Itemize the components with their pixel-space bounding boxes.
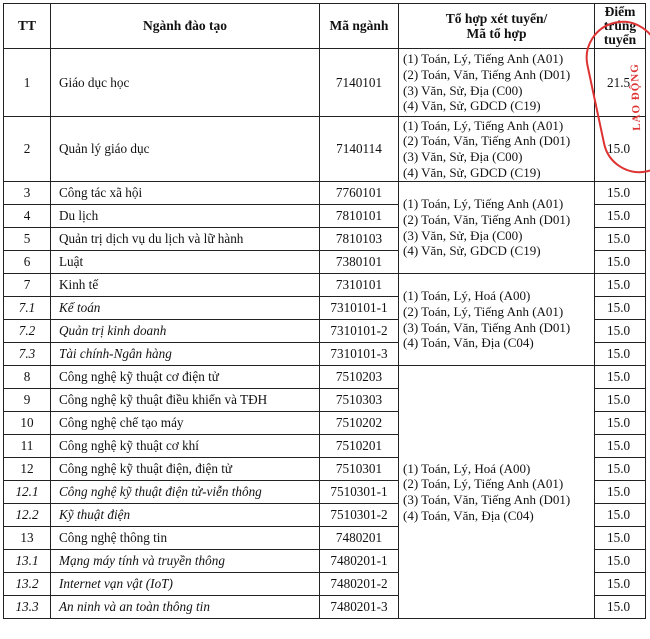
combination-line: (2) Toán, Lý, Tiếng Anh (A01)	[403, 303, 564, 319]
row-major-code: 7810103	[320, 228, 399, 251]
row-major-name: Luật	[51, 251, 320, 274]
row-tt: 7.1	[4, 297, 51, 320]
row-score: 15.0	[595, 205, 646, 228]
row-tt: 9	[4, 389, 51, 412]
combination-line: (4) Văn, Sử, GDCD (C19)	[403, 164, 541, 180]
row-major-code: 7510202	[320, 412, 399, 435]
row-tt: 3	[4, 182, 51, 205]
row-score: 15.0	[595, 389, 646, 412]
row-major-code: 7310101	[320, 274, 399, 297]
combination-line: (2) Toán, Lý, Tiếng Anh (A01)	[403, 476, 564, 492]
row-combination	[399, 366, 595, 619]
row-major-name: Công nghệ kỹ thuật điện tử-viễn thông	[51, 481, 320, 504]
row-major-name: Mạng máy tính và truyền thông	[51, 550, 320, 573]
row-major-name: Kỹ thuật điện	[51, 504, 320, 527]
row-score: 15.0	[595, 343, 646, 366]
combination-line: (2) Toán, Văn, Tiếng Anh (D01)	[403, 133, 571, 149]
row-tt: 13.3	[4, 596, 51, 619]
combination-line: (1) Toán, Lý, Tiếng Anh (A01)	[403, 117, 564, 133]
row-tt: 7	[4, 274, 51, 297]
row-major-name: An ninh và an toàn thông tin	[51, 596, 320, 619]
table-row	[4, 182, 646, 205]
row-score: 15.0	[595, 550, 646, 573]
combination-line: (3) Toán, Văn, Tiếng Anh (D01)	[403, 319, 571, 335]
row-score: 15.0	[595, 274, 646, 297]
row-major-code: 7140114	[320, 117, 399, 182]
col-header-tt: TT	[4, 4, 51, 49]
row-major-code: 7510301	[320, 458, 399, 481]
row-tt: 7.2	[4, 320, 51, 343]
row-major-name: Công nghệ kỹ thuật điện, điện tử	[51, 458, 320, 481]
row-major-code: 7480201-2	[320, 573, 399, 596]
combination-line: (4) Toán, Văn, Địa (C04)	[403, 507, 534, 523]
row-major-code: 7810101	[320, 205, 399, 228]
combination-line: (1) Toán, Lý, Hoá (A00)	[403, 460, 531, 476]
row-combination	[399, 49, 595, 117]
row-score: 15.0	[595, 412, 646, 435]
row-score: 15.0	[595, 458, 646, 481]
row-major-code: 7510201	[320, 435, 399, 458]
col-header-combination	[399, 4, 595, 49]
row-major-code: 7310101-1	[320, 297, 399, 320]
row-tt: 12.2	[4, 504, 51, 527]
combination-line: (3) Toán, Văn, Tiếng Anh (D01)	[403, 492, 571, 507]
row-score: 15.0	[595, 182, 646, 205]
row-tt: 13.2	[4, 573, 51, 596]
row-tt: 13.1	[4, 550, 51, 573]
row-score: 15.0	[595, 117, 646, 182]
row-score: 15.0	[595, 435, 646, 458]
row-score: 15.0	[595, 504, 646, 527]
row-tt: 7.3	[4, 343, 51, 366]
row-score: 15.0	[595, 228, 646, 251]
row-score: 15.0	[595, 481, 646, 504]
row-major-name: Kế toán	[51, 297, 320, 320]
row-major-code: 7510303	[320, 389, 399, 412]
row-score: 15.0	[595, 251, 646, 274]
row-score: 21.5	[595, 49, 646, 117]
row-major-name: Công nghệ chế tạo máy	[51, 412, 320, 435]
row-score: 15.0	[595, 320, 646, 343]
row-major-code: 7480201-3	[320, 596, 399, 619]
combination-line: (4) Văn, Sử, GDCD (C19)	[403, 98, 541, 114]
row-major-code: 7510301-2	[320, 504, 399, 527]
combination-line: (2) Toán, Văn, Tiếng Anh (D01)	[403, 211, 571, 227]
row-tt: 4	[4, 205, 51, 228]
row-major-code: 7380101	[320, 251, 399, 274]
table-row	[4, 366, 646, 389]
row-major-name: Tài chính-Ngân hàng	[51, 343, 320, 366]
combination-line: (2) Toán, Văn, Tiếng Anh (D01)	[403, 66, 571, 82]
admission-score-table	[3, 3, 646, 619]
row-major-code: 7480201	[320, 527, 399, 550]
row-tt: 12.1	[4, 481, 51, 504]
table-row	[4, 274, 646, 297]
row-combination	[399, 274, 595, 366]
row-major-code: 7140101	[320, 49, 399, 117]
row-major-name: Quản trị kinh doanh	[51, 320, 320, 343]
row-major-name: Kinh tế	[51, 274, 320, 297]
table-row	[4, 49, 646, 117]
row-combination	[399, 117, 595, 182]
row-major-name: Giáo dục học	[51, 49, 320, 117]
row-tt: 8	[4, 366, 51, 389]
combination-line: (3) Văn, Sử, Địa (C00)	[403, 149, 523, 164]
row-major-name: Công nghệ kỹ thuật cơ điện tử	[51, 366, 320, 389]
col-header-code: Mã ngành	[320, 4, 399, 49]
row-major-code: 7310101-3	[320, 343, 399, 366]
score-header-line2: trúng	[603, 18, 637, 33]
row-major-name: Công nghệ kỹ thuật cơ khí	[51, 435, 320, 458]
row-major-code: 7760101	[320, 182, 399, 205]
row-combination	[399, 182, 595, 274]
row-major-code: 7510203	[320, 366, 399, 389]
row-major-name: Quản trị dịch vụ du lịch và lữ hành	[51, 228, 320, 251]
row-score: 15.0	[595, 596, 646, 619]
row-major-name: Công tác xã hội	[51, 182, 320, 205]
row-score: 15.0	[595, 573, 646, 596]
row-tt: 11	[4, 435, 51, 458]
header-row	[4, 4, 646, 49]
score-header-line3: tuyển	[603, 32, 637, 47]
combination-line: (1) Toán, Lý, Hoá (A00)	[403, 288, 531, 304]
combination-line: (4) Văn, Sử, GDCD (C19)	[403, 243, 541, 259]
row-tt: 2	[4, 117, 51, 182]
row-score: 15.0	[595, 297, 646, 320]
row-major-name: Công nghệ kỹ thuật điều khiển và TĐH	[51, 389, 320, 412]
table-body	[4, 49, 646, 619]
combination-line: (1) Toán, Lý, Tiếng Anh (A01)	[403, 196, 564, 212]
row-major-name: Du lịch	[51, 205, 320, 228]
combo-header-line2: Mã tổ hợp	[466, 26, 527, 41]
row-major-code: 7310101-2	[320, 320, 399, 343]
row-score: 15.0	[595, 527, 646, 550]
table-row	[4, 117, 646, 182]
col-header-score	[595, 4, 646, 49]
combination-line: (3) Văn, Sử, Địa (C00)	[403, 82, 523, 98]
combination-line: (3) Văn, Sử, Địa (C00)	[403, 227, 523, 243]
row-tt: 12	[4, 458, 51, 481]
row-tt: 5	[4, 228, 51, 251]
stamp-text: LAO ĐỘNG	[628, 62, 644, 131]
row-major-name: Quản lý giáo dục	[51, 117, 320, 182]
row-tt: 10	[4, 412, 51, 435]
row-tt: 6	[4, 251, 51, 274]
row-tt: 13	[4, 527, 51, 550]
score-header-line1: Điểm	[604, 4, 636, 19]
combo-header-line1: Tổ hợp xét tuyển/	[445, 10, 548, 26]
row-major-name: Công nghệ thông tin	[51, 527, 320, 550]
combination-line: (4) Toán, Văn, Địa (C04)	[403, 335, 534, 351]
row-tt: 1	[4, 49, 51, 117]
row-major-code: 7480201-1	[320, 550, 399, 573]
combination-line: (1) Toán, Lý, Tiếng Anh (A01)	[403, 51, 564, 67]
row-score: 15.0	[595, 366, 646, 389]
row-major-code: 7510301-1	[320, 481, 399, 504]
col-header-major: Ngành đào tạo	[51, 4, 320, 49]
row-major-name: Internet vạn vật (IoT)	[51, 573, 320, 596]
